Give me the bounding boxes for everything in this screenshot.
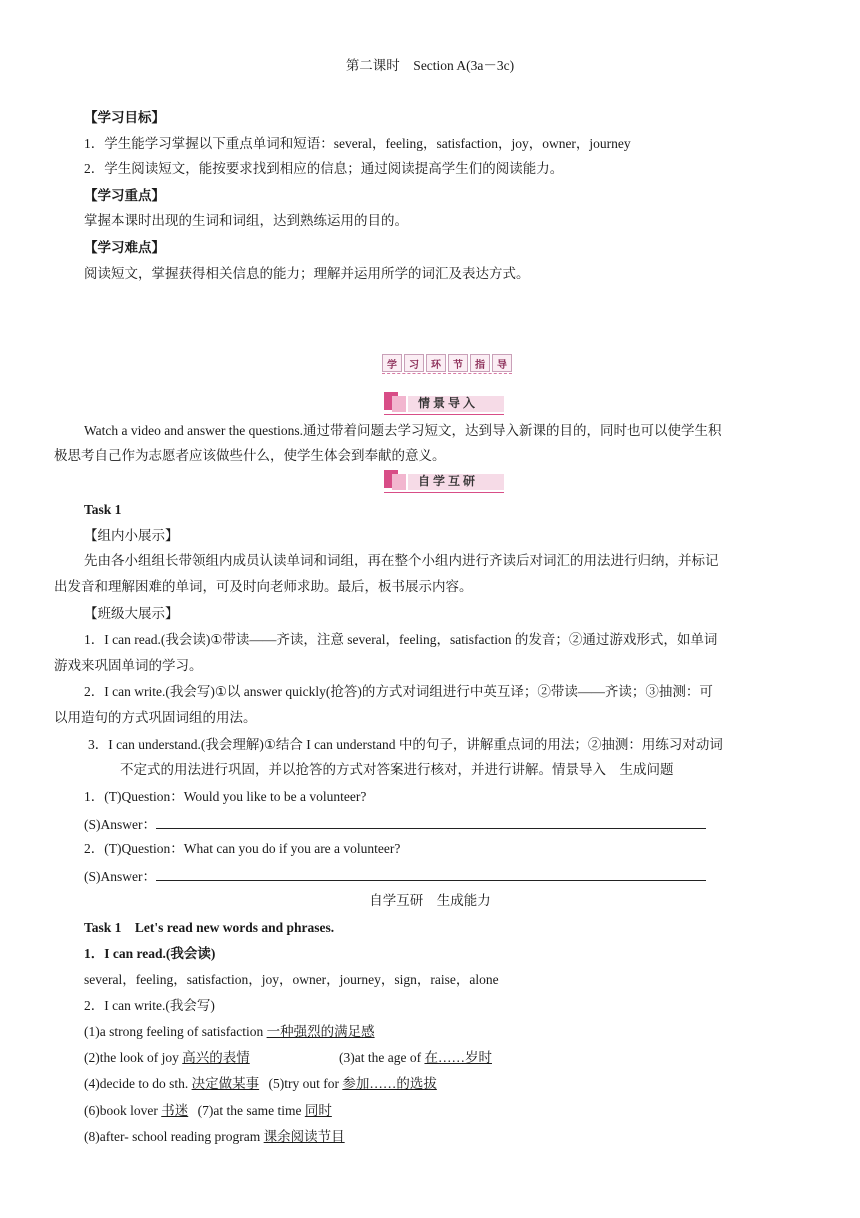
class-item-1-line-2: 游戏来巩固单词的学习。 [54, 658, 203, 673]
tag-label: 情景导入 [418, 396, 479, 410]
class-item-2-line-1: 2．I can write.(我会写)①以 answer quickly(抢答)的方式对词组进行中英互译；②带读——齐读；③抽测：可 [84, 684, 713, 699]
phrase-translation: 在……岁时 [424, 1050, 492, 1065]
tag-self-study [384, 470, 504, 494]
phrase-translation: 同时 [304, 1103, 332, 1118]
phrase-6-7: (6)book lover 书迷 (7)at the same time 同时 [84, 1103, 332, 1118]
question-1: 1．(T)Question：Would you like to be a volunteer? [84, 789, 367, 804]
goal-1: 1．学生能学习掌握以下重点单词和短语：several，feeling，satisfaction，joy，owner，journey [84, 136, 631, 151]
banner-underline [382, 373, 512, 377]
tag-label: 自学互研 [418, 474, 479, 488]
focus-heading: 【学习重点】 [84, 188, 165, 203]
class-show-heading: 【班级大展示】 [84, 606, 179, 621]
phrase-translation: 课余阅读节目 [263, 1129, 345, 1144]
phrase-4-5: (4)decide to do sth. 决定做某事 (5)try out for 参加……的选拔 [84, 1076, 437, 1091]
banner-char: 环 [426, 354, 446, 372]
answer-2-row [84, 866, 706, 887]
difficulty-text: 阅读短文，掌握获得相关信息的能力；理解并运用所学的词汇及表达方式。 [84, 266, 530, 281]
goals-heading: 【学习目标】 [84, 110, 165, 125]
focus-text: 掌握本课时出现的生词和词组，达到熟练运用的目的。 [84, 213, 408, 228]
task-1-words-heading: Task 1 Let's read new words and phrases. [84, 920, 335, 935]
phrase-translation: 决定做某事 [191, 1076, 260, 1091]
phrase-translation: 参加……的选拔 [342, 1076, 437, 1091]
answer-label: (S)Answer： [84, 817, 156, 832]
phrase-translation: 书迷 [161, 1103, 189, 1118]
task-1-heading: Task 1 [84, 502, 122, 517]
read-heading: 1．I can read.(我会读) [84, 946, 216, 961]
group-line-2: 出发音和理解困难的单词，可及时向老师求助。最后，板书展示内容。 [54, 579, 473, 594]
banner-char: 导 [492, 354, 512, 372]
phrase-1: (1)a strong feeling of satisfaction 一种强烈的满足感 [84, 1024, 375, 1039]
group-show-heading: 【组内小展示】 [84, 528, 179, 543]
class-item-2-line-2: 以用造句的方式巩固词组的用法。 [54, 710, 257, 725]
answer-blank[interactable] [156, 814, 706, 829]
intro-line-2: 极思考自己作为志愿者应该做些什么，使学生体会到奉献的意义。 [54, 448, 446, 463]
banner-char: 节 [448, 354, 468, 372]
section-banner [382, 352, 512, 376]
banner-char: 习 [404, 354, 424, 372]
answer-blank[interactable] [156, 866, 706, 881]
phrase-translation: 高兴的表情 [182, 1050, 250, 1065]
class-item-3-line-2: 不定式的用法进行巩固，并以抢答的方式对答案进行核对，并进行讲解。情景导入 生成问题 [120, 762, 674, 777]
answer-label: (S)Answer： [84, 869, 156, 884]
phrase-3: (3)at the age of 在……岁时 [339, 1050, 492, 1065]
goal-2: 2．学生阅读短文，能按要求找到相应的信息；通过阅读提高学生们的阅读能力。 [84, 161, 564, 176]
subheading: 自学互研 生成能力 [369, 893, 491, 908]
answer-1-row [84, 814, 706, 835]
banner-char: 学 [382, 354, 402, 372]
group-line-1: 先由各小组组长带领组内成员认读单词和词组，再在整个小组内进行齐读后对词汇的用法进行归纳，并标记 [84, 553, 719, 568]
class-item-1-line-1: 1．I can read.(我会读)①带读——齐读，注意 several，feeling，satisfaction 的发音；②通过游戏形式，如单词 [84, 632, 718, 647]
write-heading: 2．I can write.(我会写) [84, 998, 215, 1013]
difficulty-heading: 【学习难点】 [84, 240, 165, 255]
tag-scenario-intro [384, 392, 504, 416]
phrase-8: (8)after- school reading program 课余阅读节目 [84, 1129, 345, 1144]
question-2: 2．(T)Question：What can you do if you are a volunteer? [84, 841, 401, 856]
page-title: 第二课时 Section A(3a－3c) [345, 58, 515, 73]
intro-line-1: Watch a video and answer the questions.通过带着问题去学习短文，达到导入新课的目的，同时也可以使学生积 [84, 423, 722, 438]
phrase-translation: 一种强烈的满足感 [266, 1024, 375, 1039]
read-words: several，feeling，satisfaction，joy，owner，journey，sign，raise，alone [84, 972, 499, 987]
phrase-2: (2)the look of joy 高兴的表情 [84, 1050, 250, 1065]
class-item-3-line-1: 3．I can understand.(我会理解)①结合 I can understand 中的句子，讲解重点词的用法；②抽测：用练习对动词 [88, 737, 723, 752]
banner-char: 指 [470, 354, 490, 372]
